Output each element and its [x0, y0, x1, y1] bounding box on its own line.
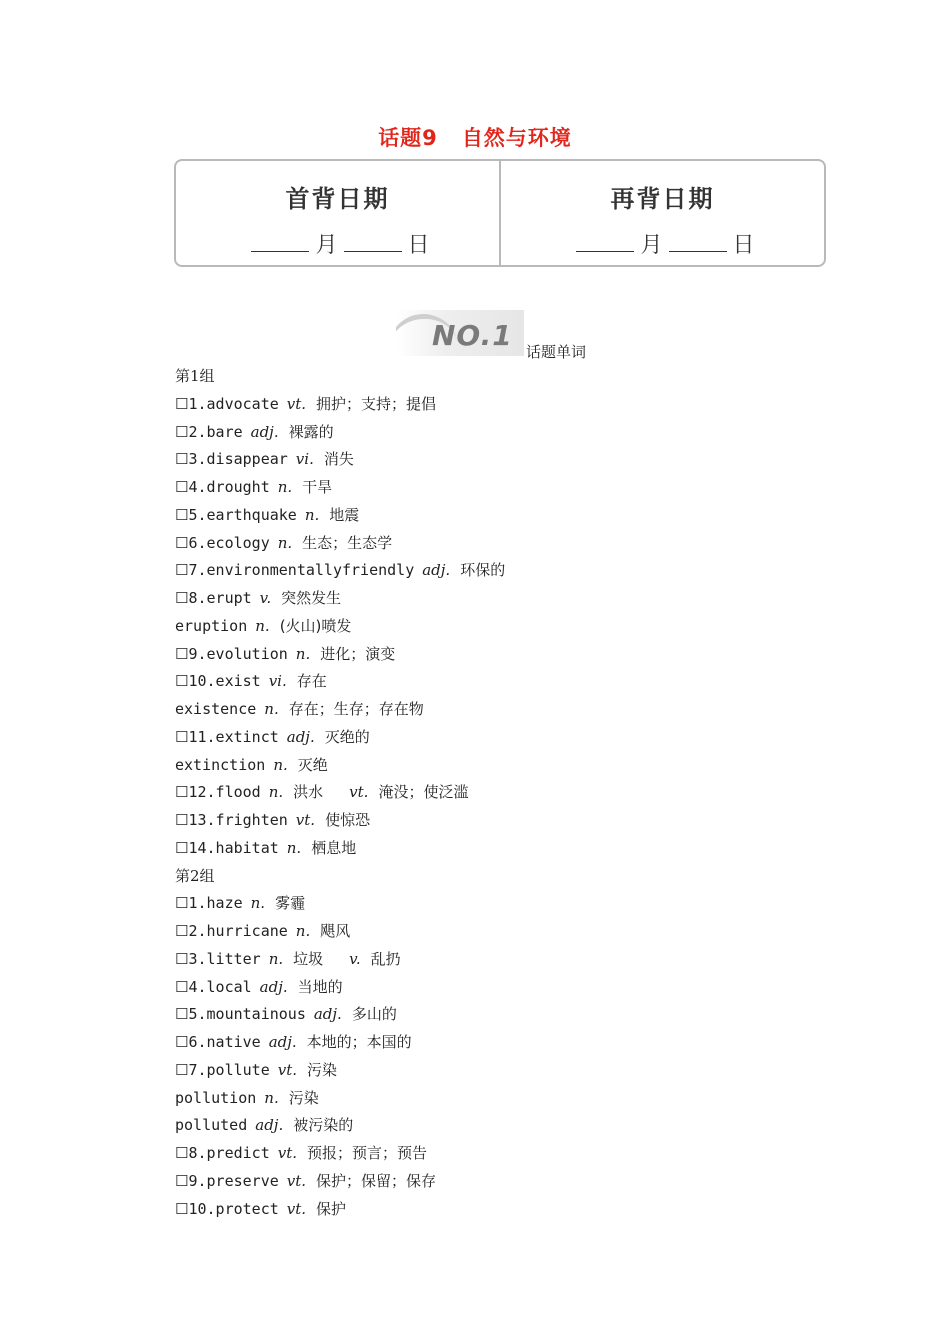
- first-date-heading: 首背日期: [285, 184, 390, 213]
- part-of-speech: n.: [277, 478, 293, 496]
- part-of-speech: vt.: [286, 394, 307, 413]
- vocab-word: 2.bare: [188, 422, 243, 441]
- vocab-entry: [175, 752, 875, 780]
- checkbox-icon[interactable]: ☐: [175, 394, 189, 413]
- checkbox-icon[interactable]: ☐: [175, 533, 189, 552]
- group-heading: 第1组: [175, 367, 215, 385]
- vocab-entry: [175, 835, 875, 863]
- vocab-meaning: 飓风: [320, 922, 351, 940]
- part-of-speech: vt.: [286, 1199, 307, 1218]
- checkbox-icon[interactable]: ☐: [175, 1171, 189, 1190]
- vocab-entry: [175, 557, 875, 585]
- vocab-word: 2.hurricane: [188, 922, 288, 940]
- vocab-meaning: 被污染的: [293, 1116, 354, 1135]
- vocab-entry: [175, 724, 875, 752]
- vocab-word: 11.extinct: [188, 727, 279, 746]
- checkbox-icon[interactable]: ☐: [175, 450, 189, 469]
- vocab-entry: [175, 446, 875, 474]
- month-label: 月: [315, 233, 338, 258]
- topic-number: 话题9: [378, 126, 438, 150]
- vocab-word: 4.local: [188, 977, 252, 996]
- checkbox-icon[interactable]: ☐: [175, 1005, 189, 1024]
- vocab-meaning: 多山的: [351, 1005, 397, 1024]
- study-date-box: [174, 159, 826, 267]
- checkbox-icon[interactable]: ☐: [175, 783, 189, 802]
- section-caption: 话题单词: [526, 343, 587, 361]
- part-of-speech: adj.: [422, 561, 451, 580]
- vocab-word: 6.native: [188, 1033, 261, 1051]
- vocab-word: 6.ecology: [188, 533, 270, 552]
- vocab-meaning: 预报；预言；预告: [307, 1144, 428, 1162]
- day-blank[interactable]: [344, 233, 402, 252]
- vocab-entry: [175, 696, 875, 724]
- part-of-speech: v.: [259, 589, 272, 607]
- part-of-speech: n.: [255, 616, 270, 635]
- vocab-entry: [175, 974, 875, 1002]
- vocab-meaning: (火山)喷发: [279, 616, 352, 635]
- vocab-entry: [175, 1001, 875, 1029]
- month-blank[interactable]: [251, 233, 309, 252]
- vocab-word: 10.protect: [188, 1199, 279, 1218]
- vocab-word: 10.exist: [188, 672, 261, 691]
- checkbox-icon[interactable]: ☐: [175, 1199, 189, 1218]
- vocab-word: 7.environmentallyfriendly: [188, 561, 415, 580]
- part-of-speech: vt.: [277, 1060, 298, 1079]
- vocab-entry: [175, 530, 875, 558]
- first-study-date: [176, 161, 499, 265]
- vocab-meaning: 栖息地: [311, 838, 357, 857]
- day-label: 日: [407, 233, 430, 258]
- vocab-word: 1.haze: [188, 894, 243, 913]
- vocab-word: 3.disappear: [188, 450, 288, 469]
- vocab-entry: [175, 668, 875, 696]
- vocab-word: 4.drought: [188, 478, 270, 496]
- month-blank[interactable]: [576, 233, 634, 252]
- vocab-entry: [175, 585, 875, 613]
- checkbox-icon[interactable]: ☐: [175, 838, 189, 857]
- checkbox-icon[interactable]: ☐: [175, 561, 189, 580]
- section-number-badge: [396, 310, 524, 356]
- vocab-entry: [175, 779, 875, 807]
- vocab-word: 7.pollute: [188, 1060, 270, 1079]
- checkbox-icon[interactable]: ☐: [175, 672, 189, 691]
- part-of-speech: adj.: [313, 1005, 342, 1024]
- vocab-entry: [175, 391, 875, 419]
- vocab-word: pollution: [175, 1088, 257, 1107]
- page-title: [0, 122, 950, 152]
- vocab-word: 3.litter: [188, 949, 261, 968]
- vocab-word: 8.erupt: [188, 589, 252, 607]
- vocab-word: extinction: [175, 755, 266, 774]
- vocab-meaning: 消失: [323, 450, 354, 469]
- vocab-entry: [175, 502, 875, 530]
- day-label: 日: [732, 233, 755, 258]
- vocab-word: polluted: [175, 1116, 248, 1135]
- vocab-word: existence: [175, 700, 257, 718]
- part-of-speech: n.: [295, 644, 311, 663]
- vocab-meaning: 垃圾: [293, 949, 324, 968]
- part-of-speech: n.: [273, 755, 288, 774]
- checkbox-icon[interactable]: ☐: [175, 727, 189, 746]
- vocab-entry: [175, 1085, 875, 1113]
- second-date-heading: 再背日期: [610, 184, 715, 213]
- vocab-word: eruption: [175, 616, 248, 635]
- vocab-meaning: 存在；生存；存在物: [288, 700, 424, 718]
- vocab-meaning: 本地的；本国的: [306, 1033, 412, 1051]
- vocab-meaning: 存在: [296, 672, 327, 691]
- vocab-entry: [175, 419, 875, 447]
- part-of-speech: n.: [250, 894, 266, 913]
- vocab-entry: [175, 946, 875, 974]
- vocab-word: 12.flood: [188, 783, 261, 802]
- vocab-entry: [175, 807, 875, 835]
- vocab-entry: [175, 613, 875, 641]
- part-of-speech: n.: [304, 505, 320, 524]
- vocab-word: 1.advocate: [188, 394, 279, 413]
- vocab-meaning: 进化；演变: [320, 644, 396, 663]
- checkbox-icon[interactable]: ☐: [175, 894, 189, 913]
- vocab-meaning: 干旱: [302, 478, 333, 496]
- vocab-word: 5.mountainous: [188, 1005, 306, 1024]
- part-of-speech-2: v.: [349, 949, 361, 968]
- part-of-speech: n.: [277, 533, 293, 552]
- vocab-meaning: 生态；生态学: [302, 533, 393, 552]
- vocab-entry: [175, 1112, 875, 1140]
- part-of-speech: vt.: [277, 1144, 298, 1162]
- vocab-meaning: 洪水: [293, 783, 324, 802]
- vocab-meaning: 使惊恐: [325, 811, 371, 829]
- vocab-entry: [175, 641, 875, 669]
- part-of-speech: adj.: [250, 422, 279, 441]
- checkbox-icon[interactable]: ☐: [175, 505, 189, 524]
- vocab-entry: [175, 918, 875, 946]
- vocab-entry: [175, 1057, 875, 1085]
- month-label: 月: [640, 233, 663, 258]
- part-of-speech: vi.: [268, 672, 287, 691]
- group-heading: 第2组: [175, 866, 215, 885]
- vocab-meaning: 地震: [329, 505, 360, 524]
- part-of-speech: n.: [295, 922, 311, 940]
- vocab-meaning: 保护: [316, 1199, 347, 1218]
- vocab-meaning-2: 淹没；使泛滥: [378, 783, 469, 802]
- part-of-speech: adj.: [255, 1116, 284, 1135]
- vocab-meaning: 灭绝的: [324, 727, 370, 746]
- vocab-word: 9.preserve: [188, 1171, 279, 1190]
- checkbox-icon[interactable]: ☐: [175, 949, 189, 968]
- part-of-speech: adj.: [286, 727, 315, 746]
- vocab-meaning: 污染: [307, 1060, 338, 1079]
- vocab-word: 8.predict: [188, 1144, 270, 1162]
- section-number: NO.1: [432, 319, 513, 352]
- vocab-entry: [175, 474, 875, 502]
- vocab-meaning: 环保的: [460, 561, 506, 580]
- part-of-speech: n.: [268, 783, 284, 802]
- vocab-meaning: 保护；保留；保存: [316, 1171, 437, 1190]
- checkbox-icon[interactable]: ☐: [175, 1144, 189, 1162]
- vocab-meaning-2: 乱扔: [370, 949, 401, 968]
- vocab-entry: [175, 1029, 875, 1057]
- vocab-word: 14.habitat: [188, 838, 279, 857]
- vocab-meaning: 灭绝: [297, 755, 328, 774]
- part-of-speech: n.: [268, 949, 284, 968]
- vocab-meaning: 当地的: [297, 977, 343, 996]
- vocab-meaning: 污染: [288, 1088, 319, 1107]
- checkbox-icon[interactable]: ☐: [175, 478, 189, 496]
- checkbox-icon[interactable]: ☐: [175, 1033, 189, 1051]
- vocab-entry: [175, 1168, 875, 1196]
- part-of-speech: n.: [264, 700, 279, 718]
- checkbox-icon[interactable]: ☐: [175, 922, 189, 940]
- part-of-speech: vt.: [295, 811, 316, 829]
- vocab-meaning: 雾霾: [275, 894, 306, 913]
- day-blank[interactable]: [669, 233, 727, 252]
- vocab-meaning: 裸露的: [288, 422, 334, 441]
- checkbox-icon[interactable]: ☐: [175, 1060, 189, 1079]
- checkbox-icon[interactable]: ☐: [175, 811, 189, 829]
- vocab-entry: [175, 890, 875, 918]
- part-of-speech: vi.: [295, 450, 314, 469]
- part-of-speech: adj.: [259, 977, 288, 996]
- vocab-word: 9.evolution: [188, 644, 288, 663]
- vocab-word: 13.frighten: [188, 811, 288, 829]
- vocab-entry: [175, 1196, 875, 1224]
- second-study-date: [499, 161, 824, 265]
- vocab-meaning: 突然发生: [281, 589, 342, 607]
- checkbox-icon[interactable]: ☐: [175, 644, 189, 663]
- checkbox-icon[interactable]: ☐: [175, 422, 189, 441]
- vocab-entry: [175, 1140, 875, 1168]
- vocabulary-list: [175, 363, 875, 1223]
- part-of-speech: adj.: [268, 1033, 297, 1051]
- part-of-speech: n.: [286, 838, 302, 857]
- checkbox-icon[interactable]: ☐: [175, 589, 189, 607]
- part-of-speech: vt.: [286, 1171, 307, 1190]
- vocab-meaning: 拥护；支持；提倡: [316, 394, 437, 413]
- checkbox-icon[interactable]: ☐: [175, 977, 189, 996]
- part-of-speech-2: vt.: [349, 783, 369, 802]
- topic-name: 自然与环境: [461, 126, 572, 150]
- vocab-word: 5.earthquake: [188, 505, 297, 524]
- part-of-speech: n.: [264, 1088, 279, 1107]
